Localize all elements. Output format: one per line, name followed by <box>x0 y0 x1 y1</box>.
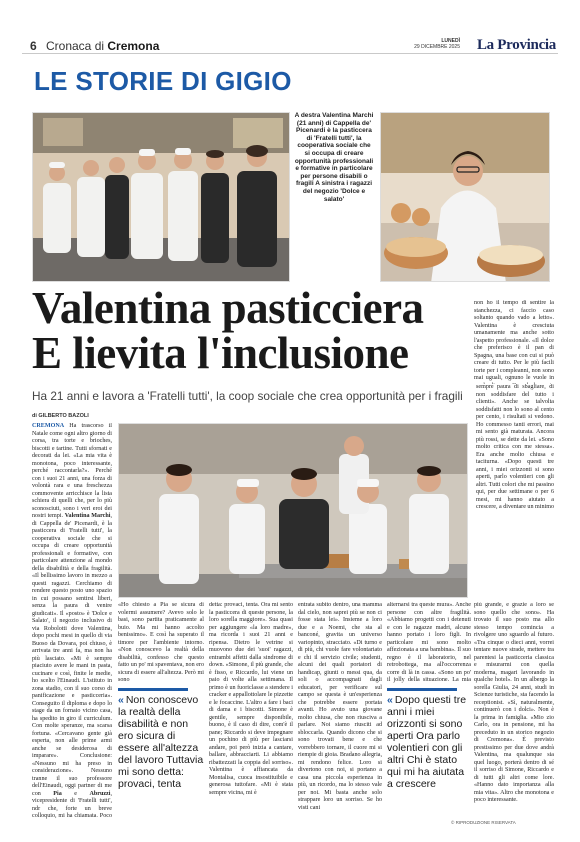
body-text: , vicepresidente di 'Fratelli tutti', ndr che, forte un breve colloquio, mi ha chiamata. Poco <box>32 790 112 819</box>
person-name: Pia <box>53 790 62 797</box>
pull-quote-rule <box>387 688 457 691</box>
photo-group-illustration <box>33 113 290 282</box>
photo-lab-team <box>118 423 468 598</box>
headline-line-1: Valentina pasticciera <box>32 283 424 333</box>
copyright-notice: © RIPRODUZIONE RISERVATA <box>451 820 516 825</box>
article-column-5: alternarsi tra queste mura». Anche persone con altre fragilità. «Abbiamo progetti con i detenuti e con le ragazze madri, alcune hanno portato i loro figli. In particolare mi sono molto affezionata a una bambina». Il suo regno è il laboratorio, nel retrobottega, ma all'occorrenza corre di là in cassa. «Sono un po' il jolly della situazione. La mia <box>387 602 471 683</box>
photo-lab-illustration <box>119 424 468 598</box>
pull-quote-text: Non conoscevo la realtà della disabilità e non ero sicura di essere all'altezza del lavoro Tuttavia mi sono detta: provaci, tenta <box>118 694 204 790</box>
person-name: Abruzzi <box>89 790 111 797</box>
headline-line-2: E lievita l'inclusione <box>32 328 409 378</box>
body-text: Ha trascorso il Natale come ogni altro giorno di corsa, tra torte e brioches, biscotti e tartine. Tutti sfornati e decorati da lei. «La mia vita è monotona, poco interessante, perché raccontarla?». Perché con i suoi 21 anni, una forza di volontà rara e una freschezza commovente arricchisce la lista schiera di quelli che, per lo più sconosciuti, sono i veri eroi dei nostri tempi. <box>32 423 112 519</box>
masthead-logo: La Provincia <box>476 37 556 53</box>
photo-caption-top: A destra Valentina Marchi (21 anni) di Cappella de' Picenardi è la pasticcera di 'Fratelli tutti', la cooperativa sociale che si occupa di creare opportunità professionali e formative in particolare per persone disabili o fragili A sinistra i ragazzi del negozio 'Dolce e salato' <box>294 112 374 203</box>
page-number: 6 <box>30 39 37 53</box>
kicker-title: LE STORIE DI GIGIO <box>34 66 292 96</box>
person-name: Valentina Marchi <box>64 513 111 519</box>
page-header <box>22 38 558 54</box>
photo-valentina-illustration <box>381 113 550 282</box>
article-column-2: «Ho chiesto a Pia se sicura di volermi assumere? Avevo solo le basi, sono partita praticamente al buio. Ma mi hanno accolto benissimo». E così ha superato il timore per l'ambiente intorno. «Non conoscevo la realtà della disabilità, confesso che questo fatto un po' mi spaventava, non ero sicura di essere all'altezza. Però mi sono <box>118 602 204 683</box>
subheadline: Ha 21 anni e lavora a 'Fratelli tutti', la coop sociale che crea opportunità per i fragili <box>32 389 463 403</box>
pull-quote-rule <box>118 688 188 691</box>
pull-quote-text: Dopo questi tre anni i miei orizzonti si sono aperti Ora parlo volentieri con gli altri Chi è stato qui mi ha aiutata a crescere <box>387 694 467 790</box>
date-full: 29 DICEMBRE 2025 <box>414 44 460 50</box>
photo-group-shop-staff <box>32 112 290 282</box>
byline: di GILBERTO BAZOLI <box>32 413 89 419</box>
article-column-6-mid: sempre paura di sbagliare, di non soddisfare del tutto i clienti». Anche se talvolta soddisfatti non lo sono al cento per cento, i risultati si vedono. Ho commesso tanti errori, mai mi sento già maturata. Ancora più rossi, se dette da lei. «Sono molto critica con me stessa». Era anche molto chiusa e taciturna. «Dopo questi tre anni, i miei orizzonti si sono aperti, parlo volentieri con gli altri. Tutti colori che mi passino qui, per due settimane o per 6 mesi, mi hanno aiutato a crescere, a diventare un minimo <box>476 384 554 510</box>
quote-mark-icon: « <box>387 694 393 706</box>
article-column-6-top: non ho il tempo di sentire la stanchezza, ci faccio caso soltanto quando vado a letto». Valentina è cresciuta umanamente ma anche sotto l'aspetto professionale. «Il dolce che preferisco è il pan di Spagna, una base con cui si può creare di tutto. Per le più facili torte per i compleanni, non sono mai uguali, ognuno le vuole in <box>474 300 554 381</box>
body-text: , di Cappella de' Picenardi, è la pasticcera di 'Fratelli tutti', la cooperativa sociale che si occupa di creare opportunità professionali e formative, con particolare attenzione al mondo della disabilità e della fragilità. «Il bellissimo lavoro in mezzo a questi ragazzi. Cerchiamo di rendere questo posto uno spazio in cui possano sentirsi liberi, senza la paura di venire giudicati». Il «posto» è 'Dolce e Salato', il negozio inclusivo di via Robolotti dove Valentina, dopo pochi mesi in quello di via Buoso da Dovara, poi chiuso, è arrivata tre anni fa, ma non ha più lasciato. «Mi è sempre piaciuto avere le mani in pasta, cucinare e così, finite le medie, ho scelto l'Einaudi. L'istituto in zona stadio, con il suo corso di panificazione e pasticceria». Conseguito il diploma e dopo lo stage da un fornaio vicino casa, ha spedito in giro il curriculum. Con molte speranze, ma scarsa fortuna. «Cercavano gente già esperta, non alle prime armi anche se desiderosa di imparare». Conclusione: «Nessuno mi ha preso in considerazione». Nessuno tranne il suo professore dell'Einaudi, oggi partner di me con <box>32 513 112 797</box>
photo-valentina-cakes <box>380 112 550 282</box>
quote-mark-icon: « <box>118 694 124 706</box>
pull-quote-left <box>118 694 206 790</box>
article-column-4: entrata subito dentro, una mamma dal cielo, non saprei più se non ci fosse stata lei». Insieme a loro due e a Noemi, che sta al banconé, gravita un universo variopinto, stracciato. «Di turno e di più, chi vuole fare volontariato e chi il servizio civile; studenti, alcuni dei quali portatori di handicap, giunti o messi qua, da soli o accompagnati dagli educatori, per verificare sul campo se questa è un'esperienza che potrebbe essere portata avanti. Ho avuto una giovane molto chiusa, che non riusciva a parlare. Noi siamo riusciti ad sbloccarla. Quando dicono che si sono trovati bene e che vorrebbero tornare, il cuore mi si riempie di gioia. Bradano allegria, mi rendono felice. Loro si divertono con noi, si portano a casa una piccola esperienza in più, un ricordo, ma lo stesso vale per noi. Mi basta anche solo strappare loro un sorriso. Se ho visti cani <box>298 602 382 811</box>
body-text: e <box>61 790 90 797</box>
article-column-6-bottom: più grande, e grazie a loro se sono quello che sono». Ha trovato il suo posto ma allo stesso tempo comincia a rivolgere uno sguardo al futuro. «Tra cinque o dieci anni, vorrei tentare nuove strade, mettere tra parentesi la pasticceria classica e misurarmi con quella moderna, magari lavorando in qualche hotel». In un albergo la sorella Giulia, 24 anni, studi in Scienze turistiche, sta facendo la receptionist. «Sì, naturalmente, continuerò con i dolci». Non è la prima in famiglia. «Mio zio Carlo, ora in pensione, mi ha preceduto in un storico negozio di Cremona». È previsto prestissimo per due dove andrà Valentina, ma qualunque sia quel luogo, porterà dentro di sé il sorriso di Simone, Riccardo e di tutti gli altri come lore. «Hanno dato importanza alla mia vita». Altro che monotona e poco interessante. <box>474 602 554 803</box>
pull-quote-right <box>387 694 471 790</box>
section-title <box>46 39 159 53</box>
article-column-1 <box>32 423 112 821</box>
article-column-3: detta: provaci, tenta. Ora mi sento la pasticcera di queste persone, la loro sorella maggiore». Sua quasi per aggiungere «la loro madre», ma ricorda i suoi 21 anni e ripensa. Dietro le vetrine si muovono due dei 'suoi' ragazzi, entrambi affetti dalla sindrome di down. «Simone, il più grande, che è fisso, e Riccardo, lui viene un paio di volte alla settimana. Il primo è un fuoriclasse a stendere i cracker e appallottolare le pizzette e le focaccine. L'altro a fare i baci di dama e i biscotti. Simone è gentile, sempre disponibile, buono, è il caso di dire, com'è il pane; Riccardo si deve impegnare un pochino di più per lasciarsi andare, poi però inizia a cantare, ballare, abbracciarti. Li abbiamo ribattezzati la coppia del sorriso». Valentina è affiancata da Montalisa, cuoca insostituibile e generosa tuttofare. «Mi è stata sempre vicina, mi è <box>209 602 293 796</box>
date-day: LUNEDÌ <box>441 38 460 44</box>
dateline <box>414 38 460 50</box>
dateline-city: CREMONA <box>32 423 65 429</box>
section-prefix: Cronaca di <box>46 39 105 53</box>
section-city: Cremona <box>107 39 160 53</box>
